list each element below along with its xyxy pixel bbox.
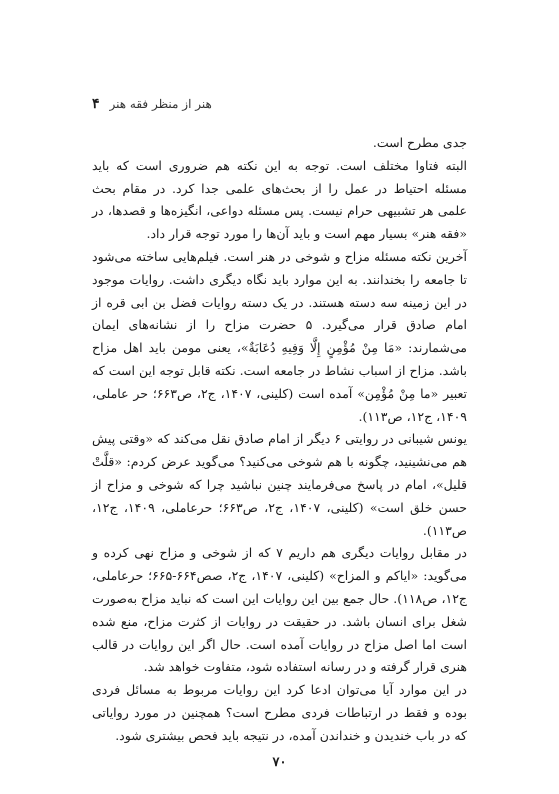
paragraph: جدی مطرح است. [372, 135, 467, 150]
page-folio: ۷۰ [272, 755, 287, 770]
running-header [92, 96, 467, 112]
running-title: هنر از منظر فقه هنر [109, 97, 212, 111]
paragraph: در این موارد آیا می‌توان ادعا کرد این روایات مربوط به مسائل فردی بوده و فقط در ارتباطات فردی مطرح است؟ همچنین در مورد روایاتی که در باب خندیدن و خنداندن آمده، در نتیجه باید فحص بیشتری شود. [92, 682, 467, 743]
body-text [92, 132, 467, 748]
paragraph: آخرین نکته مسئله مزاح و شوخی در هنر است. فیلم‌هایی ساخته می‌شود تا جامعه را بخندانند. به این موارد باید نگاه دیگری داشت. روایات موجود در این زمینه سه دسته هستند. در یک دسته روایات فضل بن ابی قره از امام صادق قرار می‌گیرد. ۵ حضرت مزاح را از نشانه‌های ایمان می‌شمارند: «مَا مِنْ مُؤْمِنٍ إِلَّا وَفِيهِ دُعَابَةٌ»، یعنی مومن باید اهل مزاح باشد. مزاح از اسباب نشاط در جامعه است. نکته قابل توجه این است که تعبیر «ما مِنْ مُؤْمِن» آمده است (کلینی، ۱۴۰۷، ج۲، ص۶۶۳؛ حر عاملی، ۱۴۰۹، ج۱۲، ص۱۱۳). [92, 248, 468, 424]
paragraph: البته فتاوا مختلف است. توجه به این نکته هم ضروری است که باید مسئله احتیاط در عمل را از بحث‌های علمی جدا کرد. در مقام بحث علمی هر تشبیهی حرام نیست. پس مسئله دواعی، انگیزه‌ها و قصدها، در «فقه هنر» بسیار مهم است و باید آن‌ها را مورد توجه قرار داد. [92, 157, 467, 242]
paragraph: در مقابل روایات دیگری هم داریم ۷ که از شوخی و مزاح نهی کرده و می‌گوید: «ایاکم و المزاح» (کلینی، ۱۴۰۷، ج۲، صص۶۶۴-۶۶۵؛ حرعاملی، ج۱۲، ص۱۱۸). حال جمع بین این روایات این است که نباید مزاح به‌صورت شغل برای انسان باشد. در حقیقت در روایات از کثرت مزاح، منع شده است اما اصل مزاح در روایات آمده است. حال اگر این روایات در قالب هنری قرار گرفته و در رسانه استفاده شود، متفاوت خواهد شد. [92, 545, 468, 675]
paragraph: یونس شیبانی در روایتی ۶ دیگر از امام صادق نقل می‌کند که «وقتی پیش هم می‌نشینید، چگونه با هم شوخی می‌کنید؟ می‌گوید عرض کردم: «قلَّتْ قلیل»، امام در پاسخ می‌فرمایند چنین نباشید چرا که شوخی و مزاح از حسن خلق است» (کلینی، ۱۴۰۷، ج۲، ص۶۶۳؛ حرعاملی، ۱۴۰۹، ج۱۲، ص۱۱۳). [92, 431, 468, 538]
header-page-number: ۴ [92, 96, 100, 112]
